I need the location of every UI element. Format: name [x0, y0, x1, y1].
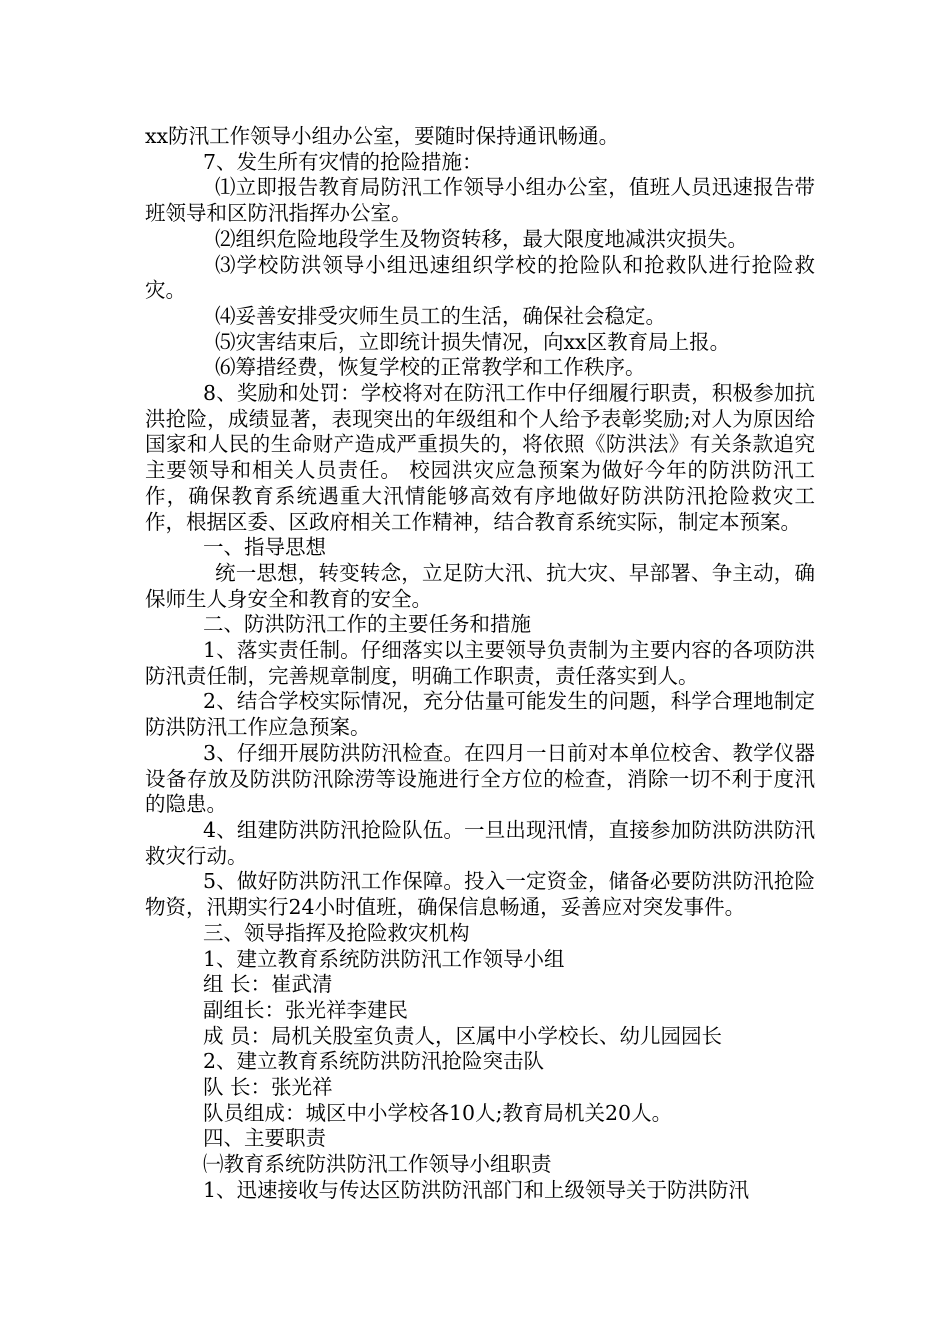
paragraph-sub-6: ⑹筹措经费，恢复学校的正常教学和工作秩序。 — [215, 355, 646, 380]
paragraph-item-7: 7、发生所有灾情的抢险措施： — [203, 149, 483, 174]
paragraph-task-5: 5、做好防洪防汛工作保障。投入一定资金，储备必要防洪防汛抢险物资，汛期实行24小时值班，确保信息畅通，妥善应对突发事件。 — [145, 869, 815, 920]
paragraph-team-leader: 队 长：张光祥 — [203, 1075, 333, 1100]
paragraph-sub-4: ⑷妥善安排受灾师生员工的生活，确保社会稳定。 — [215, 303, 666, 328]
paragraph-duty-1: 1、迅速接收与传达区防洪防汛部门和上级领导关于防洪防汛 — [203, 1177, 750, 1202]
paragraph-org-2: 2、建立教育系统防洪防汛抢险突击队 — [203, 1049, 545, 1074]
paragraph-contact: xx防汛工作领导小组办公室，要随时保持通讯畅通。 — [145, 124, 620, 148]
paragraph-item-8: 8、奖励和处罚：学校将对在防汛工作中仔细履行职责，积极参加抗洪抢险，成绩显著，表现突出的年级组和个人给予表彰奖励;对人为原因给国家和人民的生命财产造成严重损失的，将依照《防洪法》有关条款追究主要领导和相关人员责任。 校园洪灾应急预案为做好今年的防洪防汛工作，确保教育系统遇重大汛情能够高效有序地做好防洪防汛抢险救灾工作，根据区委、区政府相关工作精神，结合教育系统实际，制定本预案。 — [145, 381, 815, 534]
paragraph-sub-1: ⑴立即报告教育局防汛工作领导小组办公室，值班人员迅速报告带班领导和区防汛指挥办公室。 — [145, 175, 815, 226]
paragraph-duties-group: ㈠教育系统防洪防汛工作领导小组职责 — [203, 1152, 552, 1177]
heading-main-tasks: 二、防洪防汛工作的主要任务和措施 — [203, 612, 531, 637]
document-page — [145, 124, 815, 1204]
paragraph-task-4: 4、组建防洪防汛抢险队伍。一旦出现汛情，直接参加防洪防洪防汛救灾行动。 — [145, 817, 815, 868]
paragraph-task-2: 2、结合学校实际情况，充分估量可能发生的问题，科学合理地制定防洪防汛工作应急预案。 — [145, 689, 815, 740]
paragraph-deputy-leader: 副组长：张光祥李建民 — [203, 997, 408, 1022]
paragraph-sub-2: ⑵组织危险地段学生及物资转移，最大限度地减洪灾损失。 — [215, 226, 748, 251]
paragraph-leader: 组 长：崔武清 — [203, 972, 333, 997]
paragraph-task-1: 1、落实责任制。仔细落实以主要领导负责制为主要内容的各项防洪防汛责任制，完善规章制度，明确工作职责，责任落实到人。 — [145, 638, 815, 688]
paragraph-members: 成 员：局机关股室负责人，区属中小学校长、幼儿园园长 — [203, 1023, 723, 1048]
paragraph-team-composition: 队员组成：城区中小学校各10人;教育局机关20人。 — [203, 1100, 673, 1125]
paragraph-guiding-thought: 统一思想，转变转念，立足防大汛、抗大灾、早部署、争主动，确保师生人身安全和教育的安全。 — [145, 560, 815, 611]
heading-main-duties: 四、主要职责 — [203, 1126, 326, 1151]
paragraph-org-1: 1、建立教育系统防洪防汛工作领导小组 — [203, 946, 565, 971]
heading-command-org: 三、领导指挥及抢险救灾机构 — [203, 920, 470, 945]
paragraph-task-3: 3、仔细开展防洪防汛检查。在四月一日前对本单位校舍、教学仪器设备存放及防洪防汛除涝等设施进行全方位的检查，消除一切不利于度汛的隐患。 — [145, 740, 815, 817]
heading-guiding-thought: 一、指导思想 — [203, 535, 326, 560]
paragraph-sub-3: ⑶学校防洪领导小组迅速组织学校的抢险队和抢救队进行抢险救灾。 — [145, 252, 815, 303]
paragraph-sub-5: ⑸灾害结束后，立即统计损失情况，向xx区教育局上报。 — [215, 329, 731, 354]
